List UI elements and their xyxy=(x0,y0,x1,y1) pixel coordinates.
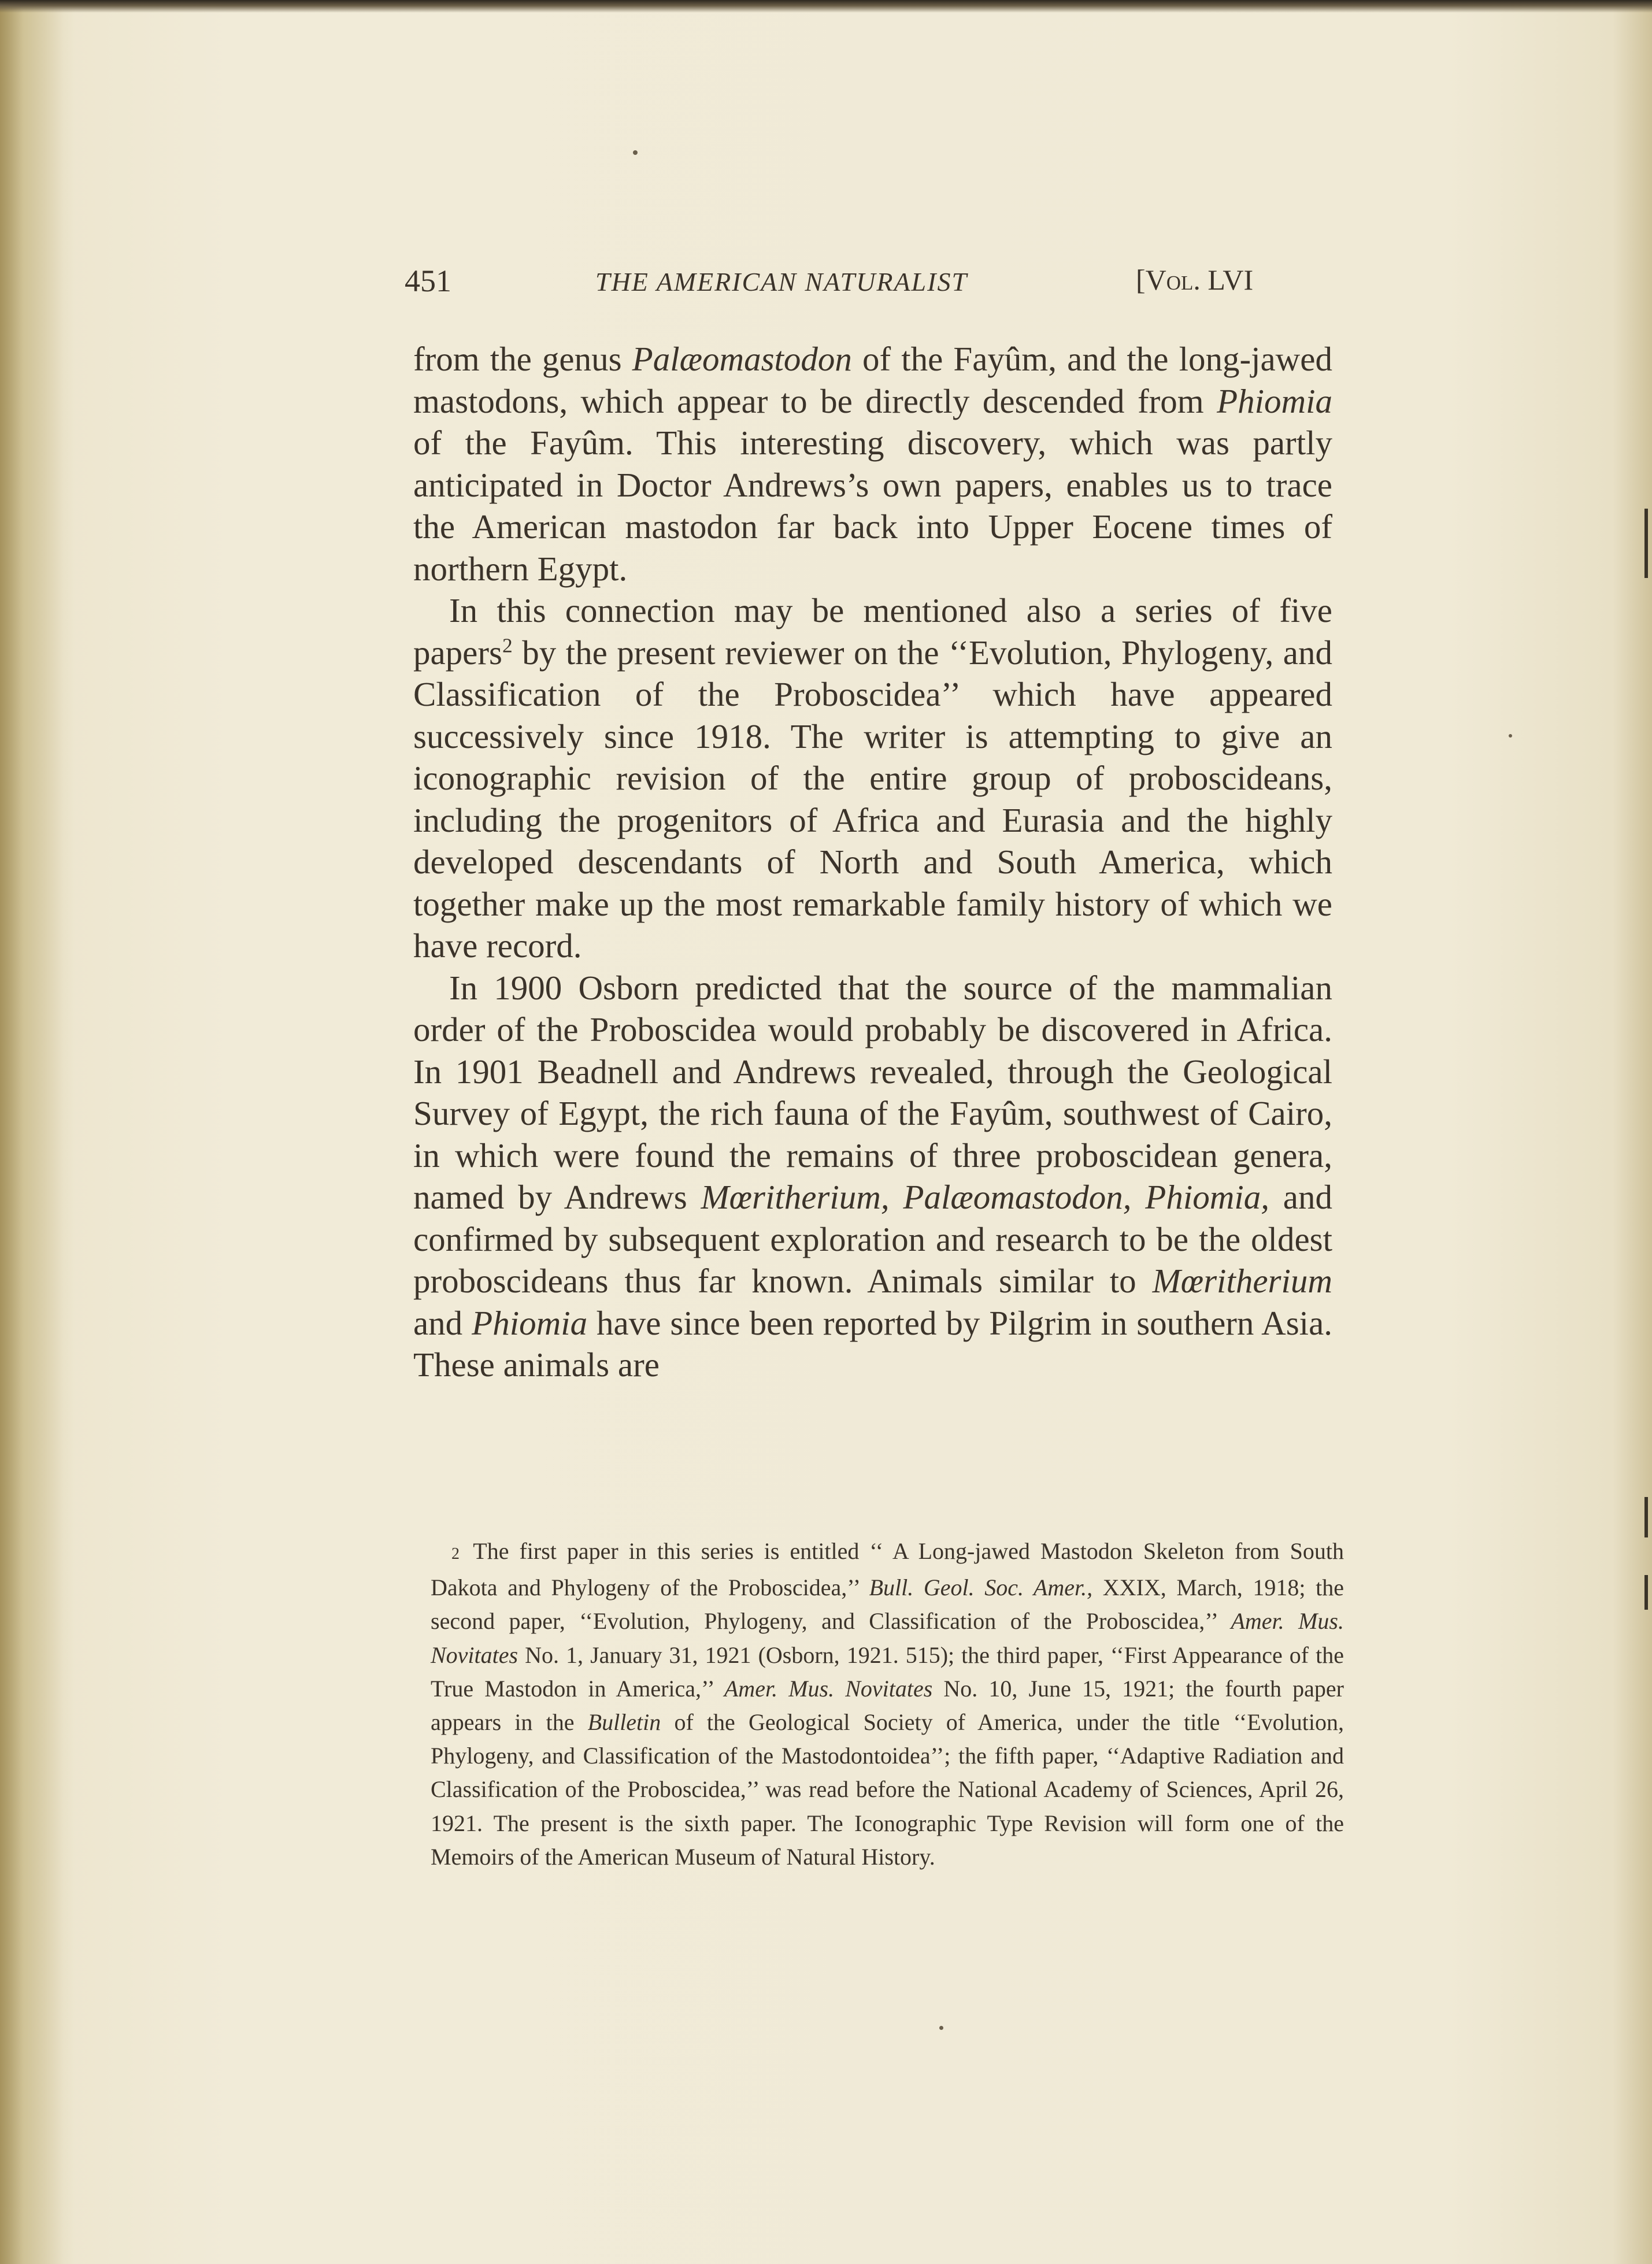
journal-title: THE AMERICAN NATURALIST xyxy=(595,267,968,297)
italic-citation: Bulletin xyxy=(587,1709,661,1736)
body-text xyxy=(413,338,1332,1386)
running-head xyxy=(405,263,1329,303)
italic-genus: Palæomastodon xyxy=(632,340,852,378)
page-number: 451 xyxy=(405,264,451,298)
text-run: In this connection may be mentioned also a series of five papers xyxy=(413,591,1332,672)
text-run: No. 10, June 15, 1921; the fourth paper appears in the xyxy=(431,1675,1344,1736)
footnote-reference: 2 xyxy=(502,633,513,657)
footnote-2 xyxy=(431,1535,1344,1874)
italic-citation: Amer. Mus. Novitates xyxy=(431,1608,1344,1668)
page-edge-mark xyxy=(1644,509,1648,578)
italic-genus: Phiomia xyxy=(1217,381,1332,420)
text-run: of the Fayûm. This interesting discovery, which was partly anticipated in Doctor Andrews’s own papers, enables us to trace the American mastodon far back into Upper Eocene times of northern Egypt. xyxy=(413,424,1332,588)
paragraph-3 xyxy=(413,967,1332,1386)
page-edge-mark xyxy=(1644,1575,1648,1610)
text-run: from the genus xyxy=(413,340,632,378)
text-run: The first paper in this series is entitled ‘‘ A Long-jawed Mastodon Skeleton from South Dakota and Phylogeny of the Proboscidea,’’ xyxy=(431,1538,1344,1601)
text-run: of the Geological Society of America, under the title ‘‘Evolution, Phylogeny, and Classification of the Mastodontoidea’’; the fifth paper, ‘‘Adaptive Radiation and Classification of the Proboscidea,’’ was read before the National Academy of Sciences, April 26, 1921. The present is the sixth paper. The Iconographic Type Revision will form one of the Memoirs of the American Museum of Natural History. xyxy=(431,1709,1344,1870)
page-top-edge xyxy=(0,0,1652,13)
italic-genus: Phiomia xyxy=(472,1303,588,1342)
paper-speck xyxy=(1509,734,1512,738)
page-fold-shadow xyxy=(0,0,75,2264)
footnote-marker: 2 xyxy=(451,1545,460,1563)
paper-speck xyxy=(633,150,638,155)
text-run: and confirmed by subsequent exploration and research to be the oldest proboscideans thus far known. Animals similar to xyxy=(413,1178,1332,1300)
paper-speck xyxy=(939,2026,943,2030)
italic-genus: Mœritherium, Palæomastodon, Phiomia, xyxy=(701,1178,1269,1216)
text-run: XXIX, March, 1918; the second paper, ‘‘Evolution, Phylogeny, and Classification of the Proboscidea,’’ xyxy=(431,1574,1344,1635)
text-run: No. 1, January 31, 1921 (Osborn, 1921. 515); the third paper, ‘‘First Appearance of the True Mastodon in America,’’ xyxy=(431,1642,1344,1702)
page-edge-mark xyxy=(1644,1497,1648,1537)
italic-genus: Mœritherium xyxy=(1152,1262,1332,1300)
volume-label: [Vol. LVI xyxy=(1136,264,1254,296)
italic-citation: Bull. Geol. Soc. Amer., xyxy=(869,1574,1093,1601)
text-run: of the Fayûm, and the long-jawed mastodons, which appear to be directly descended from xyxy=(413,340,1332,420)
paragraph-2 xyxy=(413,590,1332,967)
paragraph-1 xyxy=(413,338,1332,590)
text-run: In 1900 Osborn predicted that the source of the mammalian order of the Proboscidea would probably be discovered in Africa. In 1901 Beadnell and Andrews revealed, through the Geological Survey of Egypt, the rich fauna of the Fayûm, southwest of Cairo, in which were found the remains of three proboscidean genera, named by Andrews xyxy=(413,968,1332,1216)
text-run: have since been reported by Pilgrim in southern Asia. These animals are xyxy=(413,1303,1332,1384)
text-run: by the present reviewer on the ‘‘Evolution, Phylogeny, and Classification of the Proboscidea’’ which have appeared successively since 1918. The writer is attempting to give an iconographic revision of the entire group of proboscideans, including the progenitors of Africa and Eurasia and the highly developed descendants of North and South America, which together make up the most remarkable family history of which we have record. xyxy=(413,633,1332,965)
italic-citation: Amer. Mus. Novitates xyxy=(724,1675,933,1702)
text-run: and xyxy=(413,1303,472,1342)
